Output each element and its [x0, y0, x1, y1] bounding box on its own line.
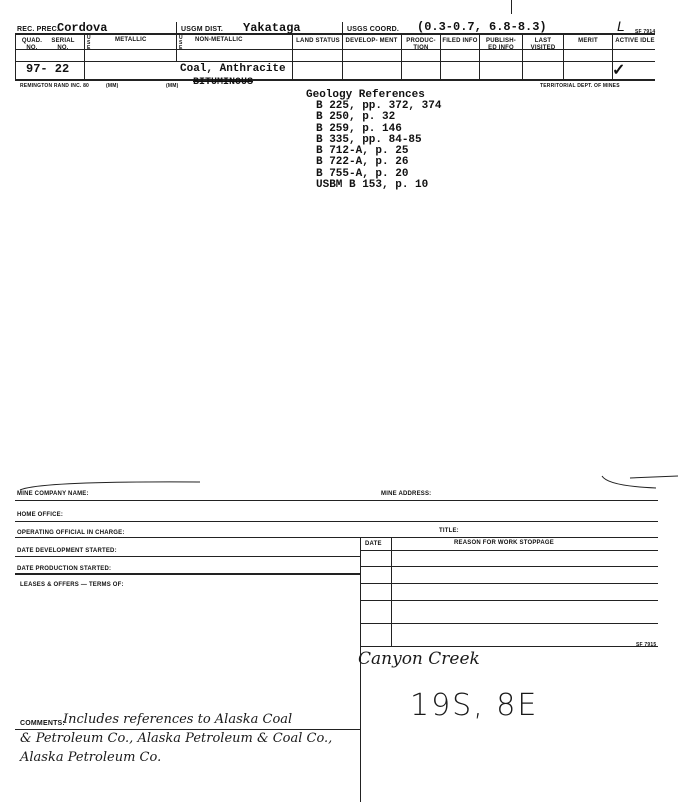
form-center-divider	[360, 537, 361, 802]
location-code: 19S, 8E	[410, 688, 539, 723]
mine-address-label: MINE ADDRESS:	[381, 491, 432, 497]
sub-code-1: (MM)	[106, 83, 119, 89]
operating-official-label: OPERATING OFFICIAL IN CHARGE:	[17, 530, 125, 536]
sub-code-2: (MM)	[166, 83, 179, 89]
divider	[342, 22, 343, 34]
col-divider	[522, 34, 523, 80]
col-divider	[342, 34, 343, 80]
rec-prec-label: REC. PREC.	[17, 26, 60, 33]
quad-no-header: QUAD. NO.	[21, 38, 43, 51]
territorial-dept: TERRITORIAL DEPT. OF MINES	[540, 83, 620, 89]
development-header: DEVELOP- MENT	[345, 38, 398, 44]
col-divider	[176, 34, 177, 62]
filed-info-header: FILED INFO	[442, 38, 478, 44]
title-label: TITLE:	[439, 528, 459, 534]
reference-item: B 755-A, p. 20	[316, 167, 409, 180]
commodity-line1: Coal, Anthracite	[180, 63, 286, 75]
usgm-dist-label: USGM DIST.	[181, 26, 224, 33]
references-title: Geology References	[306, 89, 425, 101]
form-rule	[15, 556, 360, 557]
quad-serial-value: 97- 22	[26, 62, 70, 76]
col-divider	[440, 34, 441, 80]
form-rule	[15, 573, 360, 575]
form-rule	[360, 646, 658, 647]
date-column-header: DATE	[365, 541, 382, 547]
col-divider	[563, 34, 564, 80]
form-rule	[360, 566, 658, 567]
reference-item: B 225, pp. 372, 374	[316, 100, 442, 112]
leases-label: LEASES & OFFERS — TERMS OF:	[20, 582, 124, 588]
nonmetallic-header: NON-METALLIC	[195, 37, 243, 43]
last-visited-header: LAST VISITED	[530, 38, 556, 51]
land-status-header: LAND STATUS	[296, 38, 340, 44]
reference-item: B 712-A, p. 25	[316, 145, 409, 158]
top-tick-mark	[511, 0, 512, 14]
comments-label: COMMENTS:	[20, 720, 65, 727]
form-code-2: SF 7915	[636, 642, 657, 648]
form-rule	[360, 550, 658, 551]
form-rule	[360, 583, 658, 584]
corner-mark: L	[617, 18, 625, 34]
date-production-label: DATE PRODUCTION STARTED:	[17, 566, 112, 572]
form-code: SF 7914	[635, 29, 656, 35]
col-divider	[479, 34, 480, 80]
form-rule	[15, 537, 658, 538]
usgs-coord-label: USGS COORD.	[347, 26, 399, 33]
active-idle-header: ACTIVE IDLE	[615, 38, 655, 44]
reference-item: USBM B 153, p. 10	[316, 179, 429, 192]
comments-line-2: & Petroleum Co., Alaska Petroleum & Coal Co.,	[20, 731, 333, 746]
merit-check-mark: ✓	[612, 62, 626, 79]
usgs-coord-value: (0.3-0.7, 6.8-8.3)	[417, 20, 547, 34]
published-info-header: PUBLISH- ED INFO	[486, 38, 516, 51]
mine-company-name-label: MINE COMPANY NAME:	[17, 491, 89, 497]
col-divider	[401, 34, 402, 80]
comments-line-1: Includes references to Alaska Coal	[63, 712, 293, 727]
form-rule	[360, 623, 658, 624]
reference-item: B 259, p. 146	[316, 122, 402, 135]
reference-item: B 722-A, p. 26	[316, 156, 409, 169]
printer-imprint: REMINGTON RAND INC. 80	[20, 83, 90, 89]
form-fold-curves	[0, 466, 678, 496]
divider	[176, 22, 177, 34]
record-row-mid-rule	[15, 61, 655, 62]
record-row-bottom-rule	[15, 79, 655, 81]
form-rule	[15, 729, 360, 730]
reference-item: B 250, p. 32	[316, 111, 396, 124]
form-rule	[15, 521, 658, 522]
form-rule	[360, 600, 658, 601]
date-col-divider	[391, 537, 392, 647]
comments-line-3: Alaska Petroleum Co.	[20, 750, 162, 765]
header-top-rule	[15, 33, 655, 35]
usgm-dist-value: Yakataga	[243, 21, 301, 35]
metallic-header: METALLIC	[115, 37, 147, 43]
home-office-label: HOME OFFICE:	[17, 512, 64, 518]
form-rule	[15, 500, 658, 501]
col-divider	[84, 34, 85, 80]
production-header: PRODUC- TION	[406, 38, 436, 51]
location-name: Canyon Creek	[358, 649, 480, 669]
reason-column-header: REASON FOR WORK STOPPAGE	[454, 540, 554, 546]
col-divider	[292, 34, 293, 80]
merit-header: MERIT	[578, 38, 598, 44]
use-metallic-header: U S E	[87, 35, 91, 51]
col-divider	[15, 34, 16, 80]
date-development-label: DATE DEVELOPMENT STARTED:	[17, 548, 117, 554]
references-list	[316, 101, 441, 191]
use-nonmetallic-header: U S E	[179, 35, 183, 51]
commodity-line2: BITUMINOUS	[193, 77, 254, 88]
reference-item: B 335, pp. 84-85	[316, 133, 422, 146]
rec-prec-value: Cordova	[57, 21, 108, 35]
serial-no-header: SERIAL NO.	[51, 38, 75, 51]
